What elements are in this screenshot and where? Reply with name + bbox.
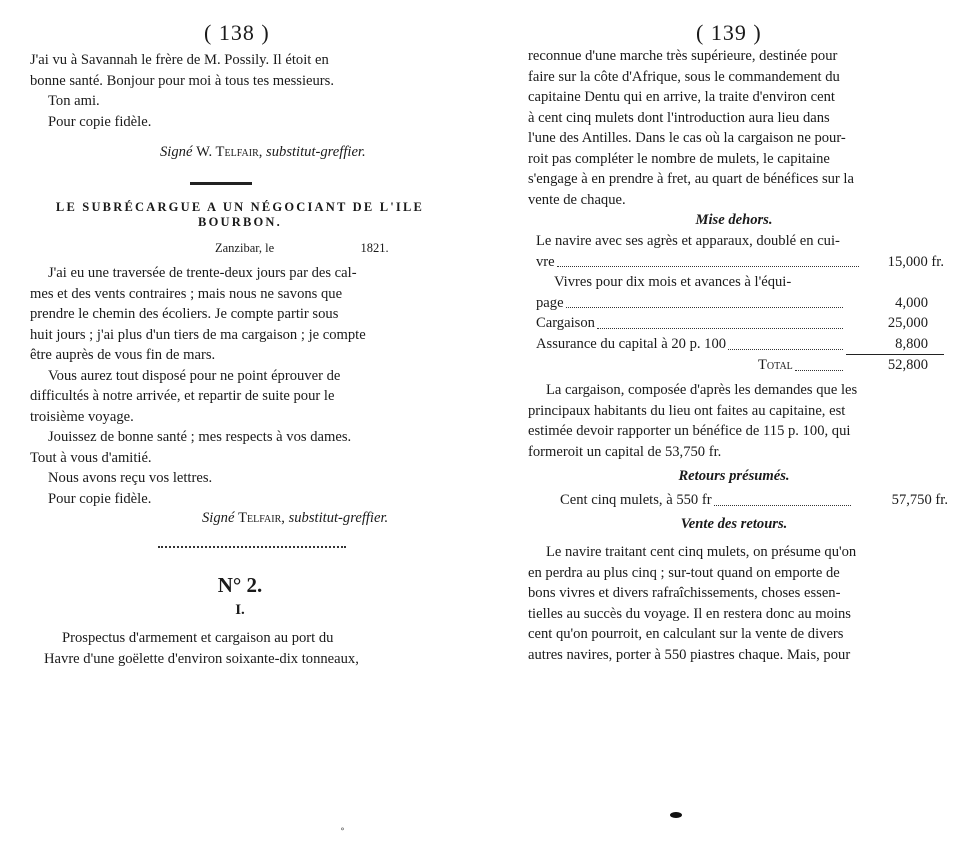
text-line: J'ai eu une traversée de trente-deux jours par des cal- (48, 265, 357, 281)
expense-label: page (536, 294, 564, 311)
text-line: vente de chaque. (528, 191, 626, 208)
ornament-mark: ∘ (340, 824, 345, 835)
dateline-year: 1821. (360, 241, 389, 255)
text-line: s'engage à en prendre à fret, au quart de bénéfices sur la (528, 171, 854, 187)
retours-title: Retours présumés. (678, 468, 790, 484)
expense-row-navire (536, 252, 944, 273)
heading-line: LE SUBRÉCARGUE A UN NÉGOCIANT DE L'ILE (55, 200, 425, 214)
text-line: l'une des Antilles. Dans le cas où la cargaison ne pour- (528, 130, 846, 146)
letter2-body (30, 263, 448, 509)
leader-dots (566, 293, 843, 309)
text-line: mes et des vents contraires ; mais nous ne savons que (30, 285, 343, 302)
ornamental-divider (158, 546, 346, 550)
text-line: troisième voyage. (30, 408, 134, 425)
expense-amount: 25,000 (887, 315, 928, 331)
expense-row-cargaison (536, 313, 944, 334)
signature-name: W. Telfair, (196, 144, 263, 160)
text-line: difficultés à notre arrivée, et repartir de suite pour le (30, 388, 335, 404)
text-line: cent qu'on pourroit, en calculant sur la vente de divers (528, 626, 844, 642)
right-page (490, 0, 980, 850)
retours-label: Cent cinq mulets, à 550 fr (560, 492, 712, 508)
section-divider (190, 182, 252, 185)
vente-title: Vente des retours. (680, 516, 788, 532)
text-line: bons vivres et divers rafraîchissements, choses essen- (528, 585, 841, 601)
total-label: Total (758, 357, 793, 373)
mise-dehors-title: Mise dehors. (695, 212, 773, 228)
text-line: à cent cinq mulets dont l'introduction aura lieu dans (528, 109, 830, 126)
heading-line: BOURBON. (198, 215, 282, 229)
copy-note: Pour copie fidèle. (48, 113, 152, 130)
dateline (215, 238, 389, 259)
text-line: tielles au succès du voyage. Il en restera donc au moins (528, 605, 851, 622)
signature-1 (160, 142, 366, 163)
signature-label: Signé (202, 510, 235, 526)
expense-label: vre (536, 253, 555, 270)
leader-dots (714, 490, 851, 506)
signature-title: substitut-greffier. (288, 510, 389, 526)
leader-dots (557, 252, 859, 268)
letter-heading (30, 200, 450, 230)
text-line: Jouissez de bonne santé ; mes respects à vos dames. (48, 429, 352, 445)
roman-heading: I. (235, 602, 245, 618)
text-line: reconnue d'une marche très supérieure, destinée pour (528, 48, 838, 64)
text-line: autres navires, porter à 550 piastres chaque. Mais, pour (528, 646, 851, 663)
expense-label: Assurance du capital à 20 p. 100 (536, 335, 727, 352)
text-line: Le navire traitant cent cinq mulets, on présume qu'on (546, 544, 857, 560)
text-line: roit pas compléter le nombre de mulets, le capitaine (528, 150, 830, 167)
total-amount: 52,800 (887, 357, 928, 373)
vente-paragraph (528, 542, 942, 665)
text-line: Prospectus d'armement et cargaison au port du (62, 630, 334, 646)
text-line: capitaine Dentu qui en arrive, la traite d'environ cent (528, 89, 835, 105)
signature-name: Telfair, (238, 510, 285, 526)
page-number-left: ( 138 ) (204, 20, 270, 45)
text-line: formeroit un capital de 53,750 fr. (528, 443, 722, 460)
expense-line: Le navire avec ses agrès et apparaux, doublé en cui- (536, 233, 840, 249)
retours-amount: 57,750 fr. (891, 492, 948, 508)
signature-title: substitut-greffier. (266, 144, 366, 160)
copy-note: Pour copie fidèle. (48, 490, 152, 507)
text-line: estimée devoir rapporter un bénéfice de 115 p. 100, qui (528, 423, 851, 439)
signature-2 (202, 508, 388, 529)
expense-row-assurance (536, 334, 944, 356)
text-line: faire sur la côte d'Afrique, sous le commandement du (528, 68, 840, 85)
expense-amount: 4,000 (895, 294, 928, 311)
text-line: prendre le chemin des écoliers. Je compte partir sous (30, 306, 339, 322)
letter1-body (30, 50, 450, 132)
text-line: principaux habitants du lieu ont faites au capitaine, est (528, 402, 846, 419)
page-number-right: ( 139 ) (696, 20, 762, 45)
expense-line: Vivres pour dix mois et avances à l'équi- (554, 274, 792, 290)
prospectus-text (44, 628, 458, 669)
text-line: être auprès de vous fin de mars. (30, 347, 216, 363)
text-line: Nous avons reçu vos lettres. (48, 470, 213, 486)
text-line: J'ai vu à Savannah le frère de M. Possily. Il étoit en (30, 52, 329, 68)
leader-dots (597, 313, 843, 329)
text-line: Vous aurez tout disposé pour ne point éprouver de (48, 367, 341, 384)
text-line: La cargaison, composée d'après les demandes que les (546, 382, 858, 398)
expense-amount: 15,000 fr. (887, 253, 944, 270)
number-heading: N° 2. (217, 573, 263, 597)
expense-amount: 8,800 (846, 334, 944, 356)
dateline-place: Zanzibar, le (215, 241, 275, 255)
text-line: en perdra au plus cinq ; sur-tout quand on emporte de (528, 564, 840, 581)
text-line: Havre d'une goëlette d'environ soixante-dix tonneaux, (44, 650, 359, 667)
text-line: huit jours ; j'ai plus d'un tiers de ma cargaison ; je compte (30, 326, 366, 343)
signature-label: Signé (160, 144, 193, 160)
text-line: bonne santé. Bonjour pour moi à tous tes messieurs. (30, 72, 334, 89)
ink-mark (670, 812, 682, 818)
expenses-table (536, 231, 944, 376)
retours-row (560, 490, 948, 511)
expense-label: Cargaison (536, 315, 595, 331)
cargaison-paragraph (528, 380, 940, 462)
expense-row-total (536, 355, 944, 376)
leader-dots (728, 334, 843, 351)
closing: Ton ami. (48, 93, 100, 109)
prospectus-continued (528, 46, 940, 210)
expense-row-vivres (536, 293, 944, 314)
text-line: Tout à vous d'amitié. (30, 449, 152, 466)
leader-dots (795, 355, 843, 371)
